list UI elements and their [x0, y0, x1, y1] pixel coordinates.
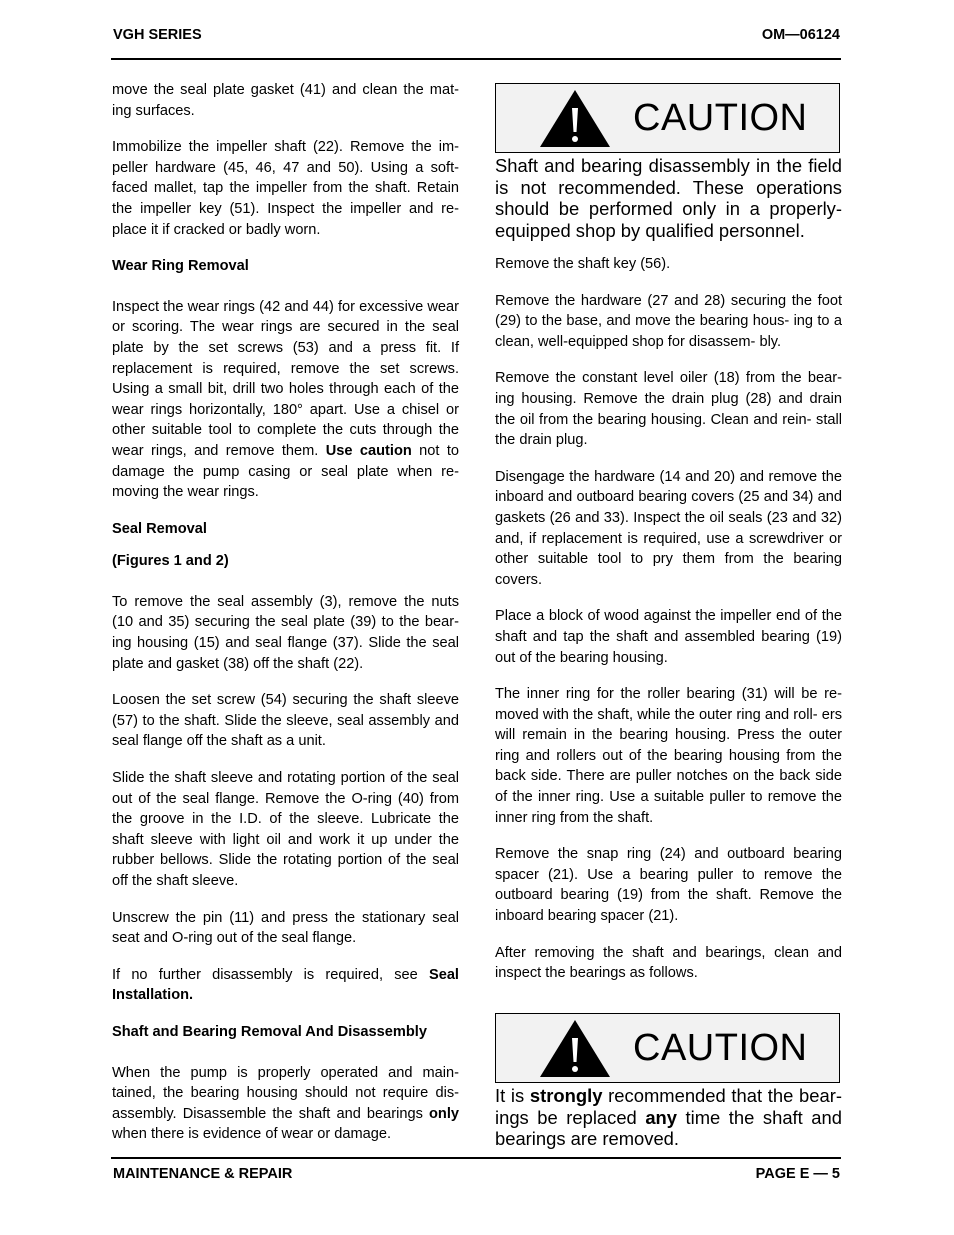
paragraph: Unscrew the pin (11) and press the stationary seal seat and O-ring out of the seal flange. [112, 909, 459, 947]
caution-banner [495, 1013, 840, 1083]
left-column [112, 80, 459, 1161]
emphasis: any [645, 1106, 678, 1128]
caution-banner [495, 83, 840, 153]
paragraph: To remove the seal assembly (3), remove the nuts (10 and 35) securing the seal plate (39) to the bear- ing housing (15) and seal flange (37). Slide the seal plate and gasket (38) off the shaft (22). [112, 593, 459, 672]
paragraph: Remove the snap ring (24) and outboard bearing spacer (21). Use a bearing puller to remove the outboard bearing (19) from the shaft. Remove the inboard bearing spacer (21). [495, 846, 842, 925]
emphasis: strongly [529, 1085, 603, 1106]
emphasis: Use caution [325, 442, 412, 459]
paragraph: move the seal plate gasket (41) and clean the mat- ing surfaces. [112, 82, 459, 119]
warning-triangle-icon [538, 88, 612, 148]
page-number: PAGE E — 5 [755, 1166, 840, 1182]
emphasis: only [429, 1105, 459, 1122]
right-column [495, 254, 842, 1000]
paragraph: Place a block of wood against the impeller end of the shaft and tap the shaft and assembled bearing (19) out of the bearing housing. [495, 608, 842, 666]
section-heading-seal-removal: Seal Removal [112, 520, 207, 537]
paragraph: Inspect the wear rings (42 and 44) for excessive wear or scoring. The wear rings are secured in the seal plate by the set screws (53) and a press fit. If replacement is required, remove the set screws. Using a small bit, drill two holes through each of the wear rings horizontally, 180° apart. Use a chisel or other suitable tool to complete the cuts through the wear rings, and remove them. Use caution not to damage the pump casing or seal plate when re- moving the wear rings. [112, 298, 460, 501]
cross-reference: Seal Installation. [112, 966, 459, 1004]
header-rule [111, 58, 841, 60]
section-heading-wear-ring: Wear Ring Removal [112, 258, 249, 275]
caution-label: CAUTION [633, 97, 808, 139]
caution-message: It is strongly recommended that the bear- ings be replaced any time the shaft and bearings are removed. [495, 1085, 842, 1150]
paragraph: Remove the constant level oiler (18) from the bear- ing housing. Remove the drain plug (28) and drain the oil from the bearing housing. Clean and rein- stall the drain plug. [495, 370, 842, 449]
footer-rule [111, 1157, 841, 1159]
caution-message: Shaft and bearing disassembly in the field is not recommended. These operations should be performed only in a properly- equipped shop by qualified personnel. [495, 155, 842, 241]
header-series: VGH SERIES [113, 27, 202, 43]
header-doc-number: OM—06124 [761, 27, 840, 43]
paragraph: If no further disassembly is required, see Seal Installation. [112, 966, 459, 1004]
paragraph: The inner ring for the roller bearing (31) will be re- moved with the shaft, while the outer ring and roll- ers will remain in the bearing housing. Press the outer ring and rollers out of the bearing housing from the back side. There are puller notches on the back side of the inner ring. Use a suitable puller to remove the inner ring from the shaft. [495, 686, 842, 826]
caution-label: CAUTION [633, 1027, 808, 1069]
paragraph: After removing the shaft and bearings, clean and inspect the bearings as follows. [495, 944, 842, 982]
paragraph: Immobilize the impeller shaft (22). Remove the im- peller hardware (45, 46, 47 and 50). Using a soft- faced mallet, tap the impeller from the shaft. Retain the impeller key (51). Inspect the impeller and re- place it if cracked or badly worn. [112, 139, 459, 238]
warning-triangle-icon [538, 1018, 612, 1078]
paragraph: Disengage the hardware (14 and 20) and remove the inboard and outboard bearing covers (25 and 34) and gaskets (26 and 33). Inspect the oil seals (23 and 32) and, if replacement is required, use a screwdriver or other suitable tool to pry them from the bearing covers. [495, 468, 842, 588]
paragraph: Remove the shaft key (56). [495, 256, 671, 272]
paragraph: Remove the hardware (27 and 28) securing the foot (29) to the base, and move the bearing hous- ing to a clean, well-equipped shop for disassem- bly. [495, 292, 842, 350]
paragraph: Loosen the set screw (54) securing the shaft sleeve (57) to the shaft. Slide the sleeve, seal assembly and seal flange off the shaft as a unit. [112, 692, 459, 750]
figure-reference: (Figures 1 and 2) [112, 553, 229, 570]
paragraph: When the pump is properly operated and main- tained, the bearing housing should not require dis- assembly. Disassemble the shaft and bearings only when there is evidence of wear or damage. [112, 1064, 459, 1143]
section-heading-shaft-bearing: Shaft and Bearing Removal And Disassembly [112, 1023, 427, 1040]
paragraph: Slide the shaft sleeve and rotating portion of the seal out of the seal flange. Remove the O-ring (40) from the groove in the I.D. of the sleeve. Lubricate the shaft sleeve with light oil and work it up under the rubber bellows. Slide the rotating portion of the seal off the shaft sleeve. [112, 770, 459, 889]
footer-section: MAINTENANCE & REPAIR [113, 1166, 293, 1182]
